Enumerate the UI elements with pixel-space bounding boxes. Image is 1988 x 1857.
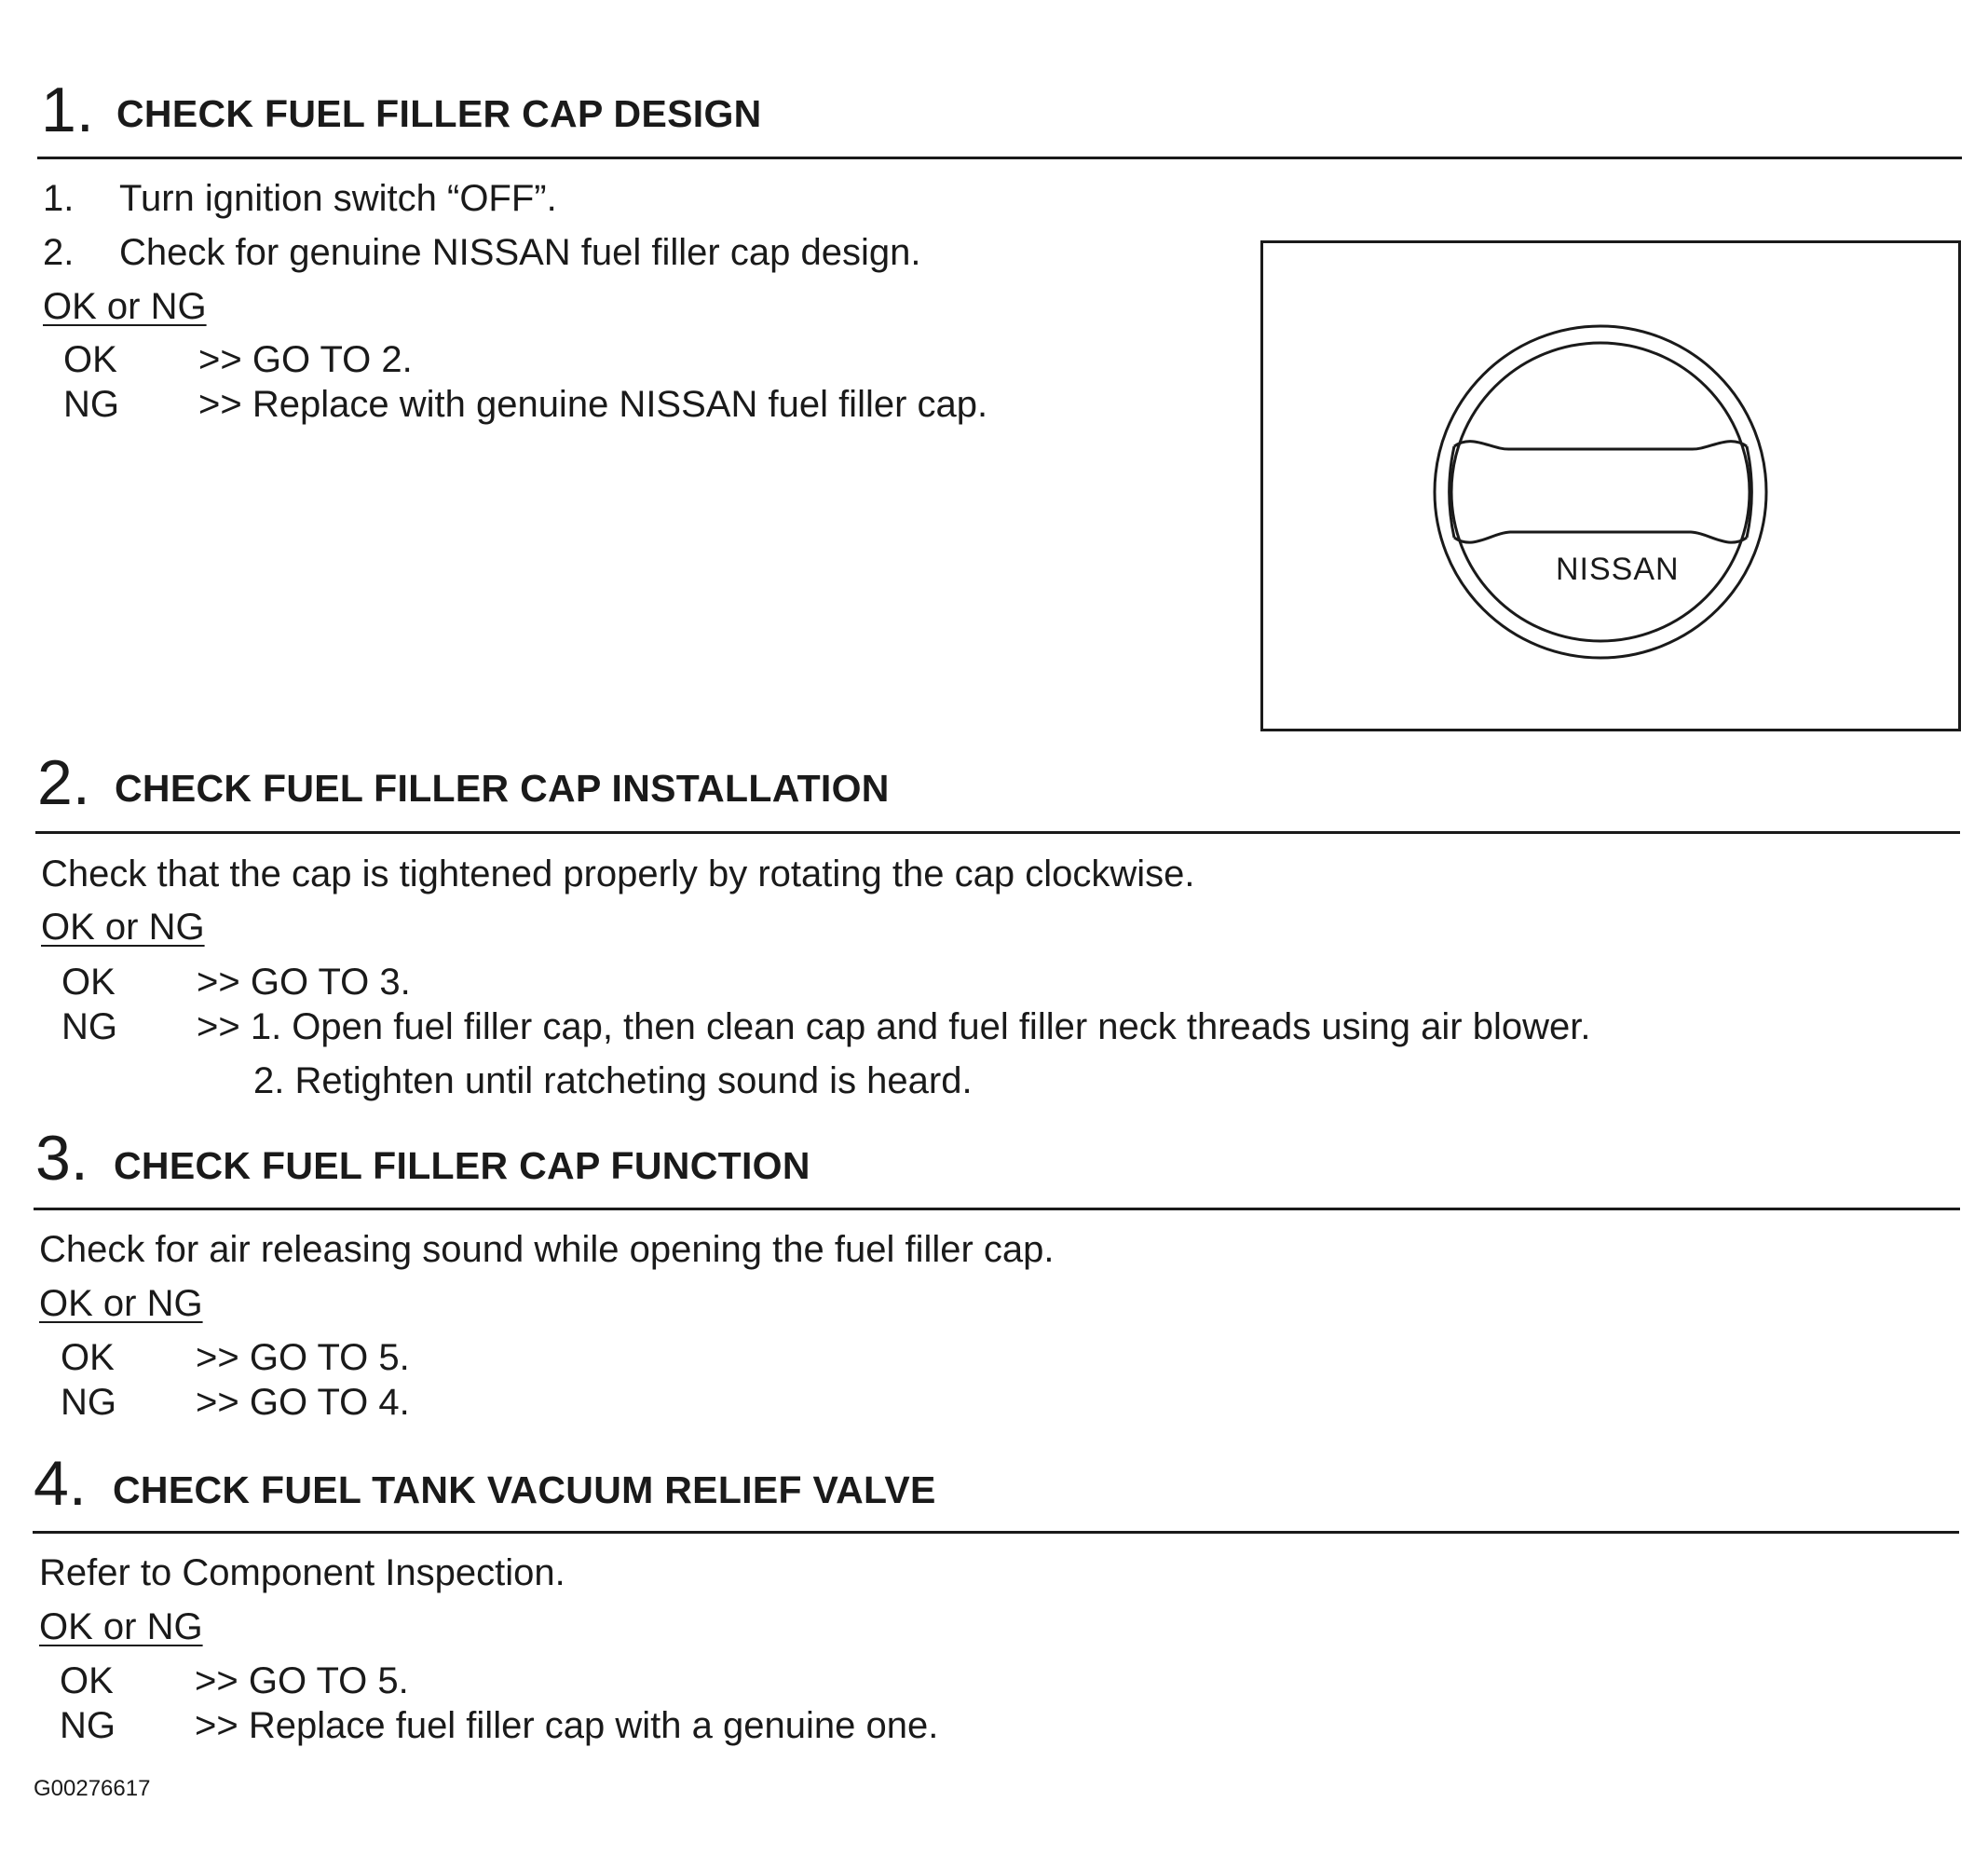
fuel-cap-illustration — [1263, 243, 1958, 729]
step-3-ng-action: >> GO TO 4. — [196, 1382, 410, 1423]
step-1-ok-label: OK — [63, 339, 117, 380]
step-2-heading: CHECK FUEL FILLER CAP INSTALLATION — [115, 767, 890, 810]
step-2-text: Check that the cap is tightened properly by rotating the cap clockwise. — [41, 853, 1195, 894]
step-3-ok-label: OK — [61, 1337, 115, 1378]
step-4-number: 4. — [34, 1448, 87, 1519]
step-3-number: 3. — [35, 1123, 89, 1194]
step-1-heading: CHECK FUEL FILLER CAP DESIGN — [116, 92, 762, 135]
step-2-number: 2. — [37, 747, 90, 818]
step-4-ng-action: >> Replace fuel filler cap with a genuine one. — [195, 1705, 939, 1746]
step-2-ng-action-2: 2. Retighten until ratcheting sound is heard. — [253, 1060, 973, 1101]
step-3-heading: CHECK FUEL FILLER CAP FUNCTION — [114, 1144, 810, 1187]
step-1-ok-or-ng: OK or NG — [43, 286, 207, 327]
step-4-ok-or-ng: OK or NG — [39, 1606, 203, 1647]
cap-outer-rim — [1435, 326, 1766, 658]
cap-grip-top — [1454, 442, 1747, 449]
step-1-instruction-2: Check for genuine NISSAN fuel filler cap design. — [119, 232, 921, 273]
step-3-ok-or-ng: OK or NG — [39, 1283, 203, 1324]
step-4-ok-action: >> GO TO 5. — [195, 1660, 409, 1701]
step-2-ng-action-1: >> 1. Open fuel filler cap, then clean cap and fuel filler neck threads using air blower. — [197, 1006, 1591, 1047]
step-4-ng-label: NG — [60, 1705, 116, 1746]
figure-id: G00276617 — [34, 1776, 151, 1801]
step-2-rule — [35, 831, 1960, 834]
step-1-number: 1. — [41, 75, 94, 145]
step-2-ok-action: >> GO TO 3. — [197, 962, 411, 1003]
step-3-rule — [34, 1208, 1960, 1210]
step-4-heading: CHECK FUEL TANK VACUUM RELIEF VALVE — [113, 1468, 936, 1511]
step-4-rule — [33, 1531, 1959, 1534]
step-2-ok-or-ng: OK or NG — [41, 907, 205, 948]
step-3-ng-label: NG — [61, 1382, 116, 1423]
step-3-text: Check for air releasing sound while opening the fuel filler cap. — [39, 1229, 1055, 1270]
step-4-ok-label: OK — [60, 1660, 114, 1701]
step-3-ok-action: >> GO TO 5. — [196, 1337, 410, 1378]
step-1-instruction-1: Turn ignition switch “OFF”. — [119, 178, 557, 219]
cap-inner-rim — [1451, 343, 1750, 641]
cap-grip-bottom — [1454, 532, 1747, 542]
step-2-ok-label: OK — [61, 962, 116, 1003]
step-1-ng-action: >> Replace with genuine NISSAN fuel filler cap. — [198, 384, 988, 425]
fuel-cap-figure — [1260, 240, 1961, 731]
step-2-ng-label: NG — [61, 1006, 117, 1047]
step-4-text: Refer to Component Inspection. — [39, 1552, 565, 1593]
step-1-instruction-2-number: 2. — [43, 232, 75, 273]
step-1-instruction-1-number: 1. — [43, 178, 75, 219]
cap-brand-label: NISSAN — [1556, 552, 1680, 587]
step-1-ok-action: >> GO TO 2. — [198, 339, 413, 380]
step-1-rule — [37, 157, 1962, 159]
step-1-ng-label: NG — [63, 384, 119, 425]
